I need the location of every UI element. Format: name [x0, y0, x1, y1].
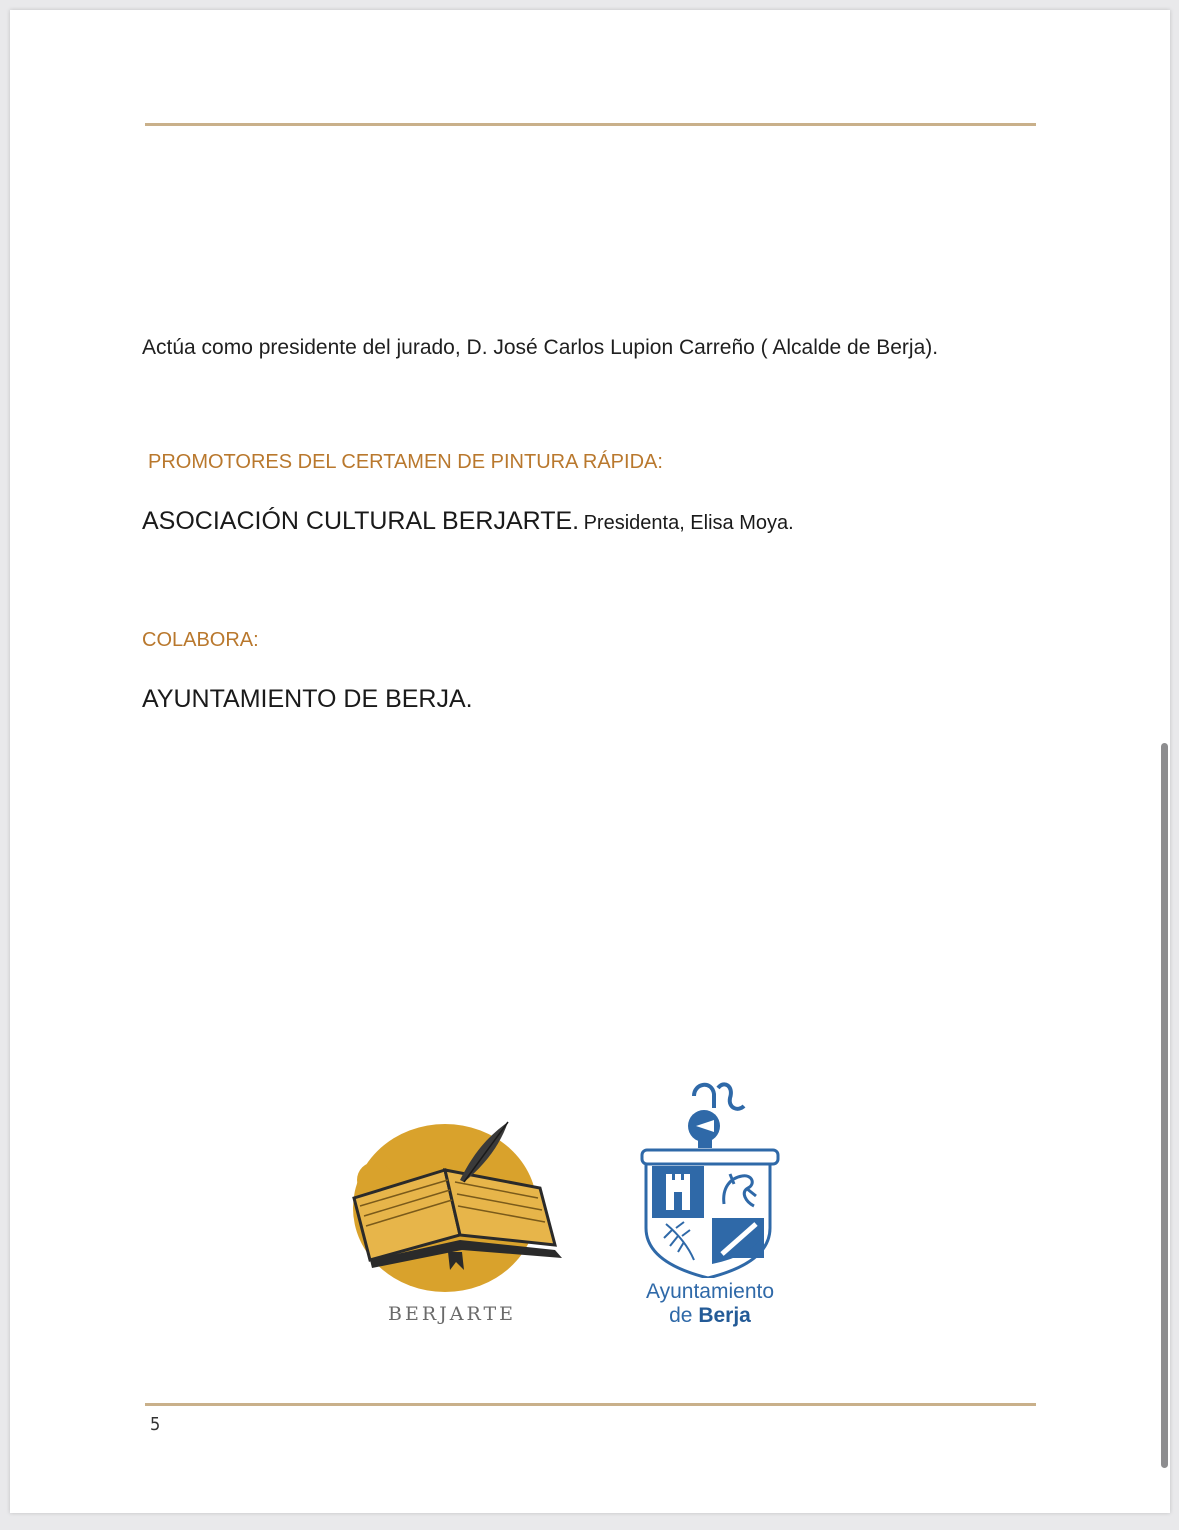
- berjarte-logo-label: BERJARTE: [388, 1303, 516, 1325]
- promoter-president: Presidenta, Elisa Moya.: [583, 512, 794, 534]
- page-number: 5: [150, 1414, 161, 1435]
- collaborator-org: AYUNTAMIENTO DE BERJA.: [142, 685, 473, 713]
- vertical-scrollbar[interactable]: [1161, 743, 1168, 1468]
- promoters-heading: PROMOTORES DEL CERTAMEN DE PINTURA RÁPIDA:: [148, 451, 663, 473]
- promoter-org: ASOCIACIÓN CULTURAL BERJARTE.: [142, 507, 580, 535]
- coat-of-arms-icon: [638, 1078, 782, 1278]
- berja-logo-line1: Ayuntamiento: [645, 1280, 775, 1303]
- collaborates-heading: COLABORA:: [142, 629, 259, 651]
- jury-statement: Actúa como presidente del jurado, D. José Carlos Lupion Carreño ( Alcalde de Berja).: [142, 336, 939, 359]
- header-rule: [145, 123, 1036, 126]
- berja-logo-prefix: de: [669, 1304, 693, 1327]
- promoter-line: [142, 507, 794, 536]
- berja-logo-line2: [610, 1304, 810, 1328]
- document-page: [10, 10, 1170, 1513]
- footer-rule: [145, 1403, 1036, 1406]
- open-book-quill-icon: [340, 1110, 570, 1300]
- berja-logo-bold: Berja: [698, 1304, 751, 1327]
